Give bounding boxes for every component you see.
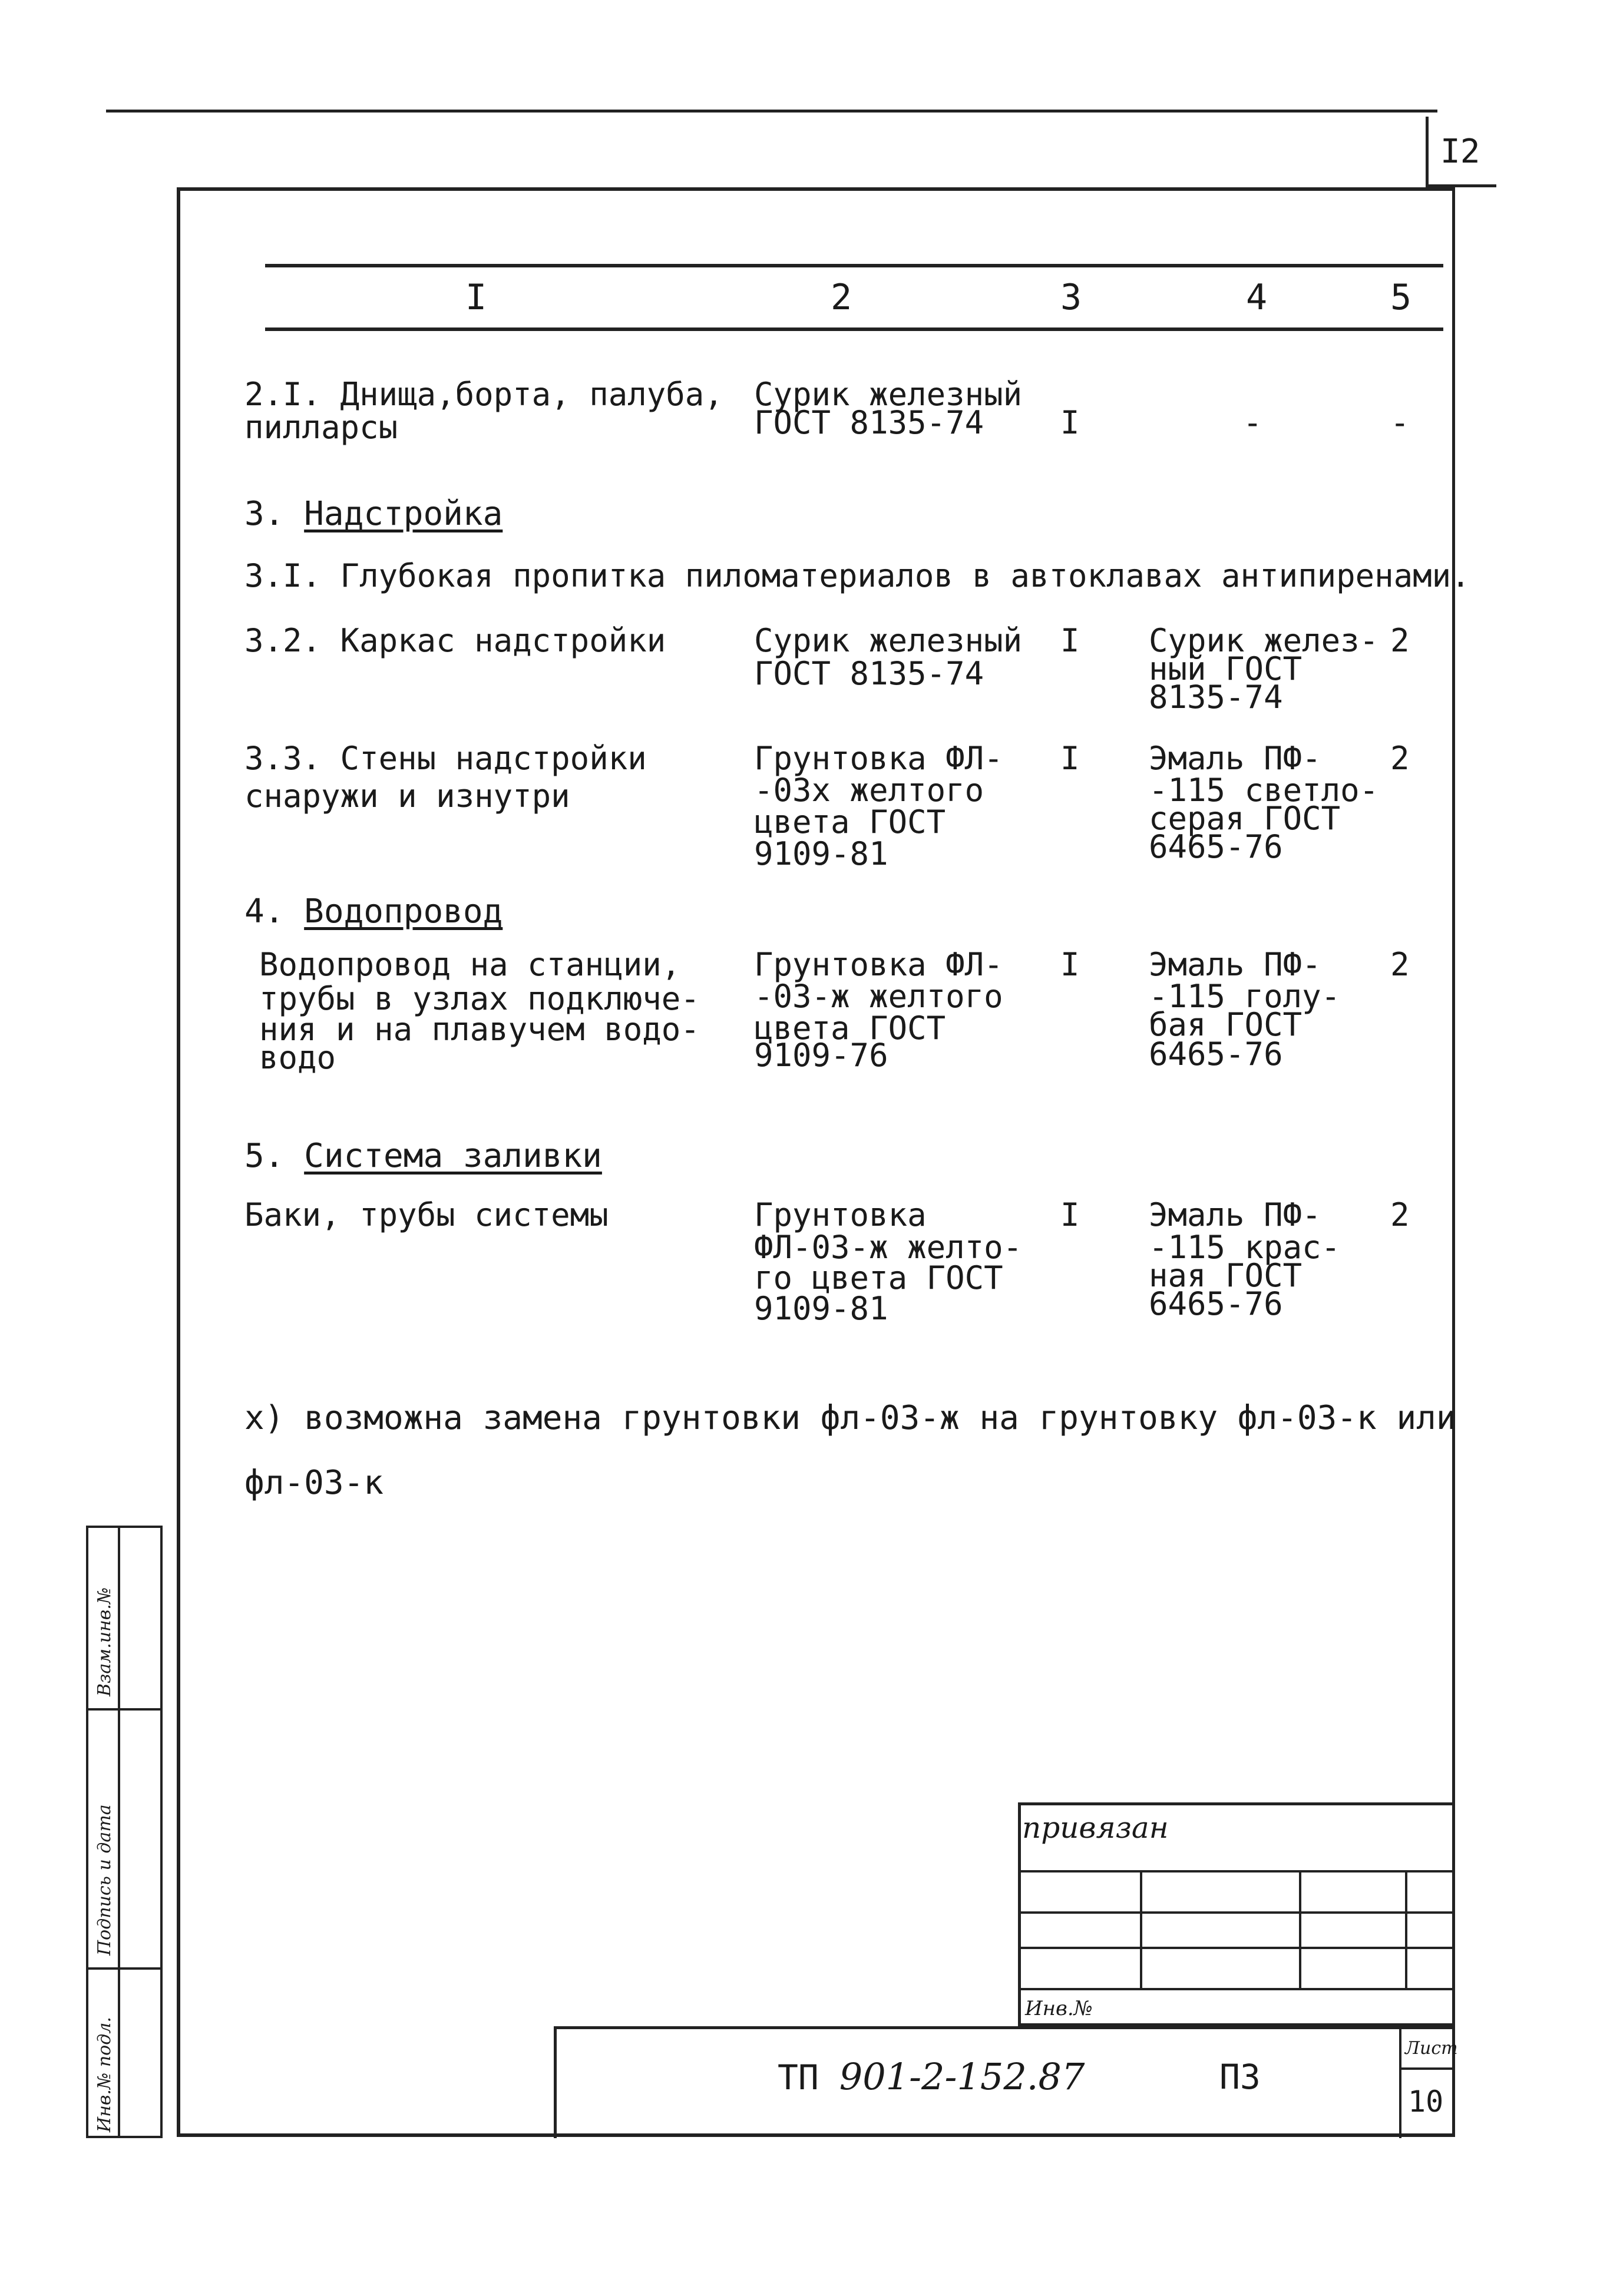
sheet-label: Лист bbox=[1405, 2038, 1458, 2059]
footnote-line-2: фл-03-к bbox=[244, 1464, 384, 1502]
attached-block-col bbox=[1140, 1870, 1142, 1988]
column-header-2: 2 bbox=[831, 277, 852, 318]
row-material: Грунтовка ФЛ- bbox=[754, 740, 1003, 777]
row-full-text: 3.I. Глубокая пропитка пиломатериалов в автоклавах антипиренами. bbox=[244, 557, 1470, 594]
row-material: ФЛ-03-ж желто- bbox=[754, 1229, 1023, 1266]
attached-label: привязан bbox=[1022, 1811, 1169, 1845]
row-description: пилларсы bbox=[244, 409, 398, 446]
row-layers: I bbox=[1060, 622, 1080, 659]
row-finish: ная ГОСТ bbox=[1149, 1257, 1303, 1294]
top-border-line bbox=[106, 110, 1437, 113]
attached-block-rule bbox=[1018, 1870, 1455, 1872]
binding-strip-separator bbox=[86, 1708, 163, 1711]
row-material: Сурик железный bbox=[754, 622, 1023, 659]
row-material: 9109-81 bbox=[754, 835, 888, 872]
attached-block-rule bbox=[1018, 1988, 1455, 1990]
section-heading-5: 5. Система заливки bbox=[244, 1137, 602, 1175]
row-finish-layers: 2 bbox=[1390, 946, 1410, 983]
column-header-3: 3 bbox=[1060, 277, 1082, 318]
column-header-1: I bbox=[465, 277, 487, 318]
table-header-top-rule bbox=[265, 264, 1443, 267]
row-finish-layers: 2 bbox=[1390, 740, 1410, 777]
table-header-bottom-rule bbox=[265, 327, 1443, 331]
binding-label-signature: Подпись и дата bbox=[94, 1804, 115, 1956]
row-layers: I bbox=[1060, 946, 1080, 983]
title-block-sheet-divider bbox=[1399, 2026, 1401, 2138]
row-material: го цвета ГОСТ bbox=[754, 1259, 1003, 1296]
row-finish: серая ГОСТ bbox=[1149, 800, 1341, 837]
doc-type: ПЗ bbox=[1219, 2057, 1261, 2097]
row-description: 2.I. Днища,борта, палуба, bbox=[244, 376, 723, 413]
row-finish: - bbox=[1243, 404, 1262, 441]
row-description: Баки, трубы системы bbox=[244, 1196, 609, 1233]
row-description: Водопровод на станции, bbox=[259, 946, 681, 983]
row-material: 9109-76 bbox=[754, 1037, 888, 1074]
row-material: -03-ж желтого bbox=[754, 978, 1003, 1015]
sheet-number: 10 bbox=[1408, 2085, 1444, 2119]
row-finish: 8135-74 bbox=[1149, 679, 1283, 716]
row-material: Грунтовка ФЛ- bbox=[754, 946, 1003, 983]
row-material: 9109-81 bbox=[754, 1290, 888, 1327]
row-finish: -115 крас- bbox=[1149, 1229, 1341, 1266]
binding-label-replacement: Взам.инв.№ bbox=[94, 1587, 115, 1696]
attached-block-rule bbox=[1018, 1947, 1455, 1949]
row-finish: Сурик желез- bbox=[1149, 622, 1379, 659]
row-material: Грунтовка bbox=[754, 1196, 927, 1233]
row-description: 3.2. Каркас надстройки bbox=[244, 622, 666, 659]
row-description: ния и на плавучем водо- bbox=[259, 1011, 700, 1048]
row-layers: I bbox=[1060, 404, 1080, 441]
inv-label: Инв.№ bbox=[1025, 1997, 1093, 2020]
row-finish: Эмаль ПФ- bbox=[1149, 740, 1321, 777]
row-finish: ный ГОСТ bbox=[1149, 650, 1303, 687]
row-material: ГОСТ 8135-74 bbox=[754, 404, 984, 441]
row-finish-layers: 2 bbox=[1390, 622, 1410, 659]
column-header-5: 5 bbox=[1390, 277, 1412, 318]
row-finish: бая ГОСТ bbox=[1149, 1006, 1303, 1043]
row-finish: 6465-76 bbox=[1149, 828, 1283, 865]
row-finish: 6465-76 bbox=[1149, 1285, 1283, 1322]
row-description: снаружи и изнутри bbox=[244, 778, 570, 815]
attached-block-rule bbox=[1018, 1911, 1455, 1914]
doc-code: ТП 901-2-152.87 bbox=[778, 2055, 1085, 2098]
row-description: 3.3. Стены надстройки bbox=[244, 740, 647, 777]
row-finish: 6465-76 bbox=[1149, 1035, 1283, 1073]
binding-strip-separator bbox=[86, 1967, 163, 1970]
row-description: водо bbox=[259, 1039, 336, 1076]
page-number: I2 bbox=[1440, 133, 1480, 171]
column-header-4: 4 bbox=[1246, 277, 1268, 318]
section-heading-3: 3. Надстройка bbox=[244, 495, 503, 533]
row-material: цвета ГОСТ bbox=[754, 1010, 946, 1047]
row-finish: -115 голу- bbox=[1149, 978, 1341, 1015]
row-material: -03х желтого bbox=[754, 772, 984, 809]
row-layers: I bbox=[1060, 1196, 1080, 1233]
row-finish: Эмаль ПФ- bbox=[1149, 1196, 1321, 1233]
section-heading-4: 4. Водопровод bbox=[244, 892, 503, 931]
title-block-sheet-rule bbox=[1399, 2067, 1455, 2070]
row-finish-layers: - bbox=[1390, 404, 1410, 441]
row-material: ГОСТ 8135-74 bbox=[754, 655, 984, 692]
row-finish: Эмаль ПФ- bbox=[1149, 946, 1321, 983]
row-layers: I bbox=[1060, 740, 1080, 777]
row-material: цвета ГОСТ bbox=[754, 803, 946, 841]
binding-strip-divider bbox=[118, 1526, 120, 2138]
row-finish-layers: 2 bbox=[1390, 1196, 1410, 1233]
row-finish: -115 светло- bbox=[1149, 772, 1379, 809]
binding-label-inv: Инв.№ подл. bbox=[94, 2017, 115, 2132]
row-material: Сурик железный bbox=[754, 376, 1023, 413]
row-description: трубы в узлах подключе- bbox=[259, 980, 700, 1017]
attached-block-col bbox=[1405, 1870, 1407, 1988]
attached-block-col bbox=[1299, 1870, 1301, 1988]
footnote-line-1: х) возможна замена грунтовки фл-03-ж на грунтовку фл-03-к или bbox=[244, 1399, 1456, 1437]
